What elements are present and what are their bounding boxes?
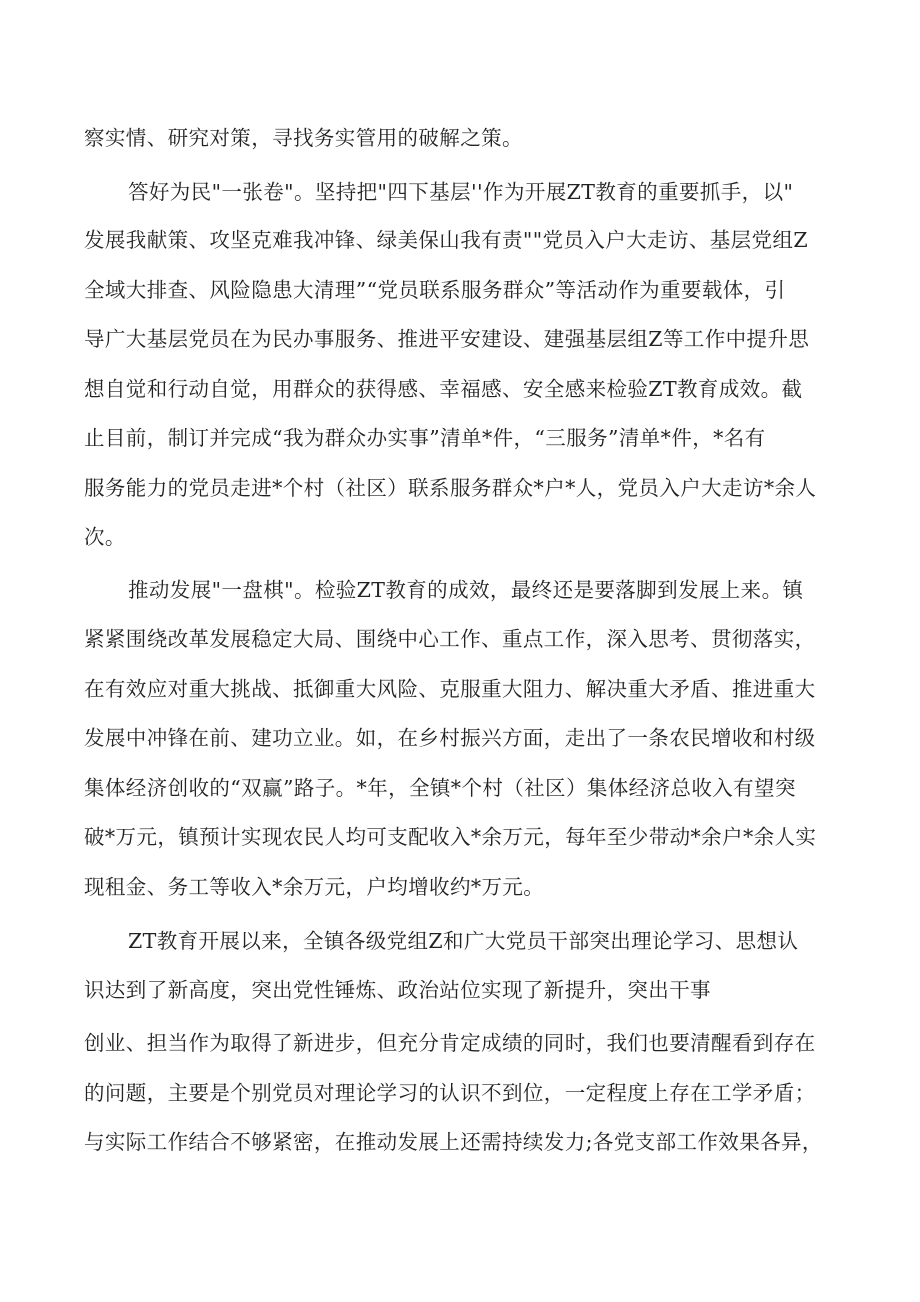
- text-line: 的问题，主要是个别党员对理论学习的认识不到位，一定程度上存在工学矛盾；: [84, 1081, 816, 1105]
- text-line: 在有效应对重大挑战、抵御重大风险、克服重大阻力、解决重大矛盾、推进重大: [84, 677, 816, 701]
- text-line: 发展我献策、攻坚克难我冲锋、绿美保山我有责""党员入户大走访、基层党组Z: [84, 228, 809, 252]
- text-line: 察实情、研究对策，寻找务实管用的破解之策。: [84, 126, 523, 150]
- text-line: 止目前，制订并完成“我为群众办实事”清单*件，“三服务”清单*件，*名有: [84, 426, 766, 450]
- text-line: 全域大排查、风险隐患大清理”“党员联系服务群众”等活动作为重要载体，引: [84, 278, 786, 302]
- text-line: 服务能力的党员走进*个村（社区）联系服务群众*户*人，党员入户大走访*余人: [84, 476, 817, 500]
- text-line: 破*万元，镇预计实现农民人均可支配收入*余万元，每年至少带动*余户*余人实: [84, 825, 817, 849]
- text-line: 紧紧围绕改革发展稳定大局、围绕中心工作、重点工作，深入思考、贯彻落实，: [84, 627, 816, 651]
- paragraph-start-line: 答好为民"一张卷"。坚持把"四下基层''作为开展ZT教育的重要抓手，以": [128, 180, 794, 204]
- text-line: 创业、担当作为取得了新进步，但充分肯定成绩的同时，我们也要清醒看到存在: [84, 1031, 816, 1055]
- text-line: 次。: [84, 525, 126, 549]
- text-line: 识达到了新高度，突出党性锤炼、政治站位实现了新提升，突出干事: [84, 978, 711, 1002]
- text-line: 导广大基层党员在为民办事服务、推进平安建设、建强基层组Z等工作中提升思: [84, 327, 810, 351]
- text-line: 想自觉和行动自觉，用群众的获得感、幸福感、安全感来检验ZT教育成效。截: [84, 377, 803, 401]
- text-line: 发展中冲锋在前、建功立业。如，在乡村振兴方面，走出了一条农民增收和村级: [84, 726, 816, 750]
- paragraph-start-line: ZT教育开展以来，全镇各级党组Z和广大党员干部突出理论学习、思想认: [128, 929, 799, 953]
- text-line: 集体经济创收的“双赢”路子。*年，全镇*个村（社区）集体经济总收入有望突: [84, 776, 796, 800]
- text-line: 现租金、务工等收入*余万元，户均增收约*万元。: [84, 875, 545, 899]
- paragraph-start-line: 推动发展"一盘棋"。检验ZT教育的成效，最终还是要落脚到发展上来。镇: [128, 578, 804, 602]
- text-line: 与实际工作结合不够紧密，在推动发展上还需持续发力;各党支部工作效果各异，: [84, 1130, 823, 1154]
